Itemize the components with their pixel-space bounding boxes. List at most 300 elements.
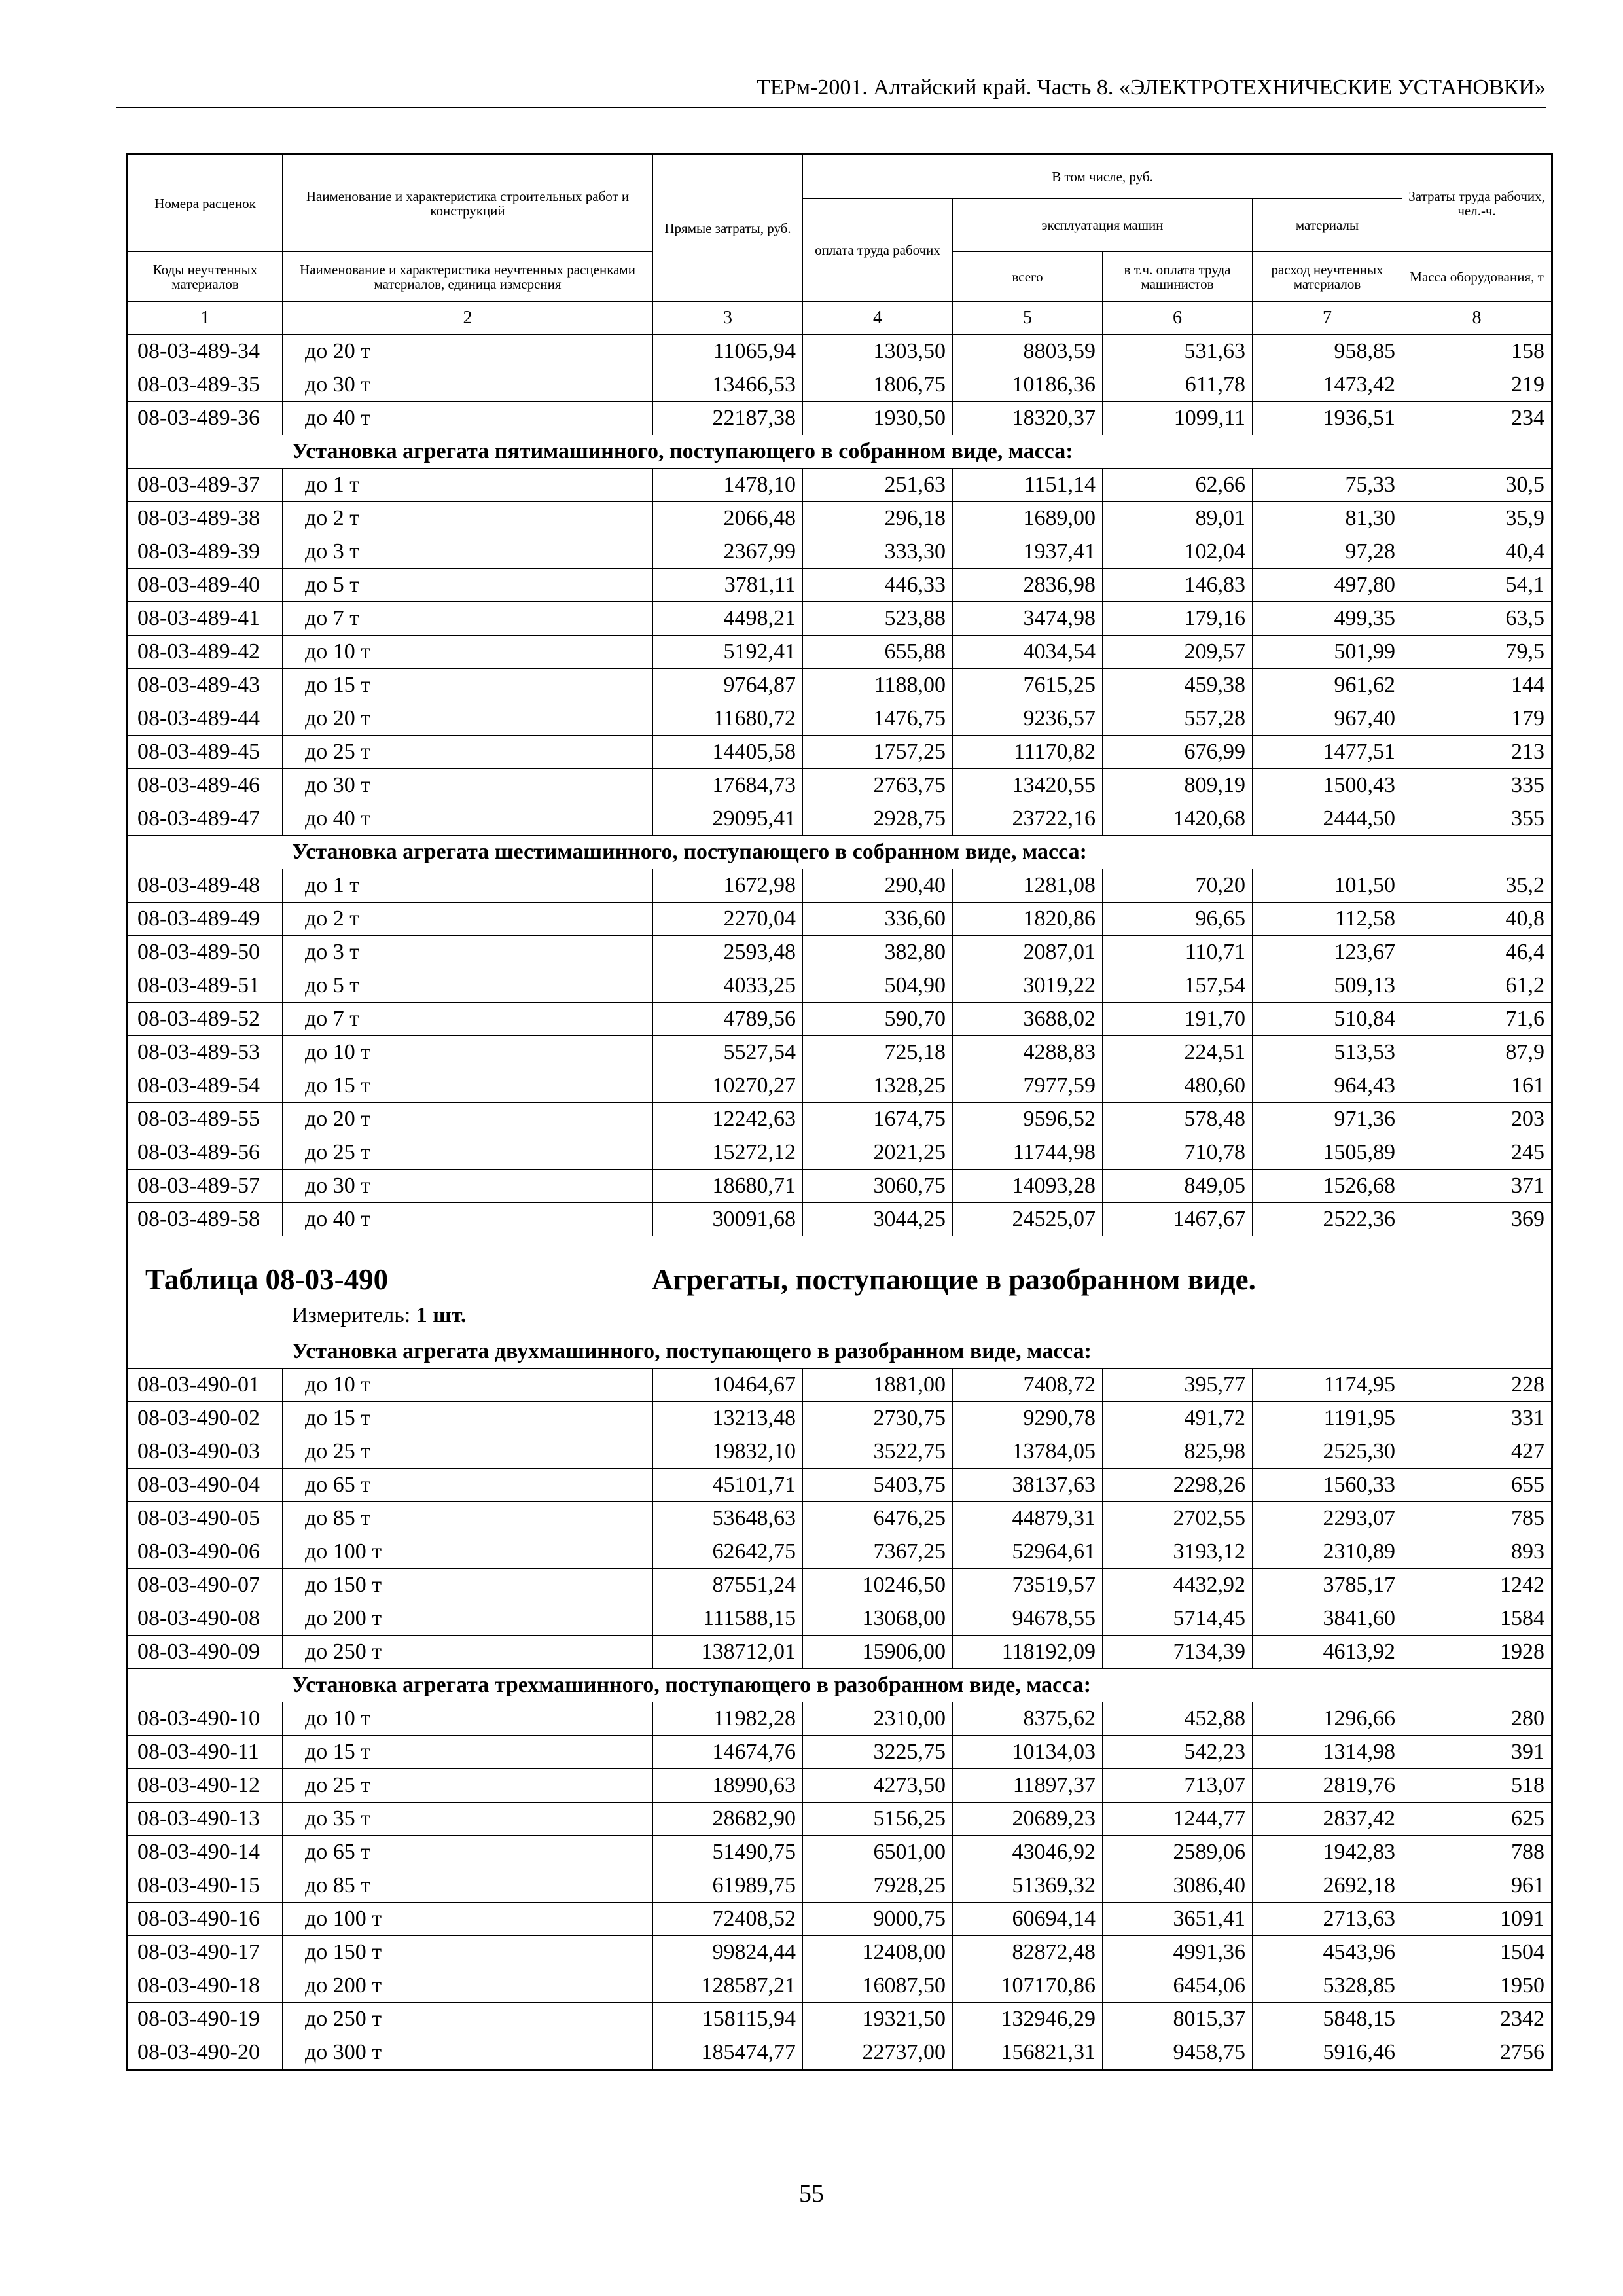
- rate-name-cell: до 150 т: [283, 1569, 653, 1602]
- table-row: [128, 669, 1552, 702]
- rate-name-cell: до 85 т: [283, 1869, 653, 1903]
- value-cell: 5156,25: [803, 1803, 953, 1836]
- value-cell: 13213,48: [653, 1402, 803, 1435]
- table-row: [128, 1903, 1552, 1936]
- value-cell: 331: [1402, 1402, 1552, 1435]
- rate-name-cell: до 15 т: [283, 1736, 653, 1769]
- value-cell: 45101,71: [653, 1469, 803, 1502]
- rate-code-cell: 08-03-489-52: [128, 1003, 283, 1036]
- rate-name-cell: до 3 т: [283, 535, 653, 569]
- value-cell: 23722,16: [953, 802, 1103, 836]
- value-cell: 4034,54: [953, 636, 1103, 669]
- value-cell: 99824,44: [653, 1936, 803, 1969]
- rate-name-cell: до 15 т: [283, 669, 653, 702]
- value-cell: 51369,32: [953, 1869, 1103, 1903]
- value-cell: 2298,26: [1103, 1469, 1253, 1502]
- value-cell: 144: [1402, 669, 1552, 702]
- table-row: [128, 335, 1552, 368]
- value-cell: 10186,36: [953, 368, 1103, 402]
- value-cell: 28682,90: [653, 1803, 803, 1836]
- value-cell: 13466,53: [653, 368, 803, 402]
- value-cell: 5916,46: [1253, 2036, 1402, 2070]
- value-cell: 24525,07: [953, 1203, 1103, 1236]
- value-cell: 501,99: [1253, 636, 1402, 669]
- value-cell: 504,90: [803, 969, 953, 1003]
- value-cell: 3086,40: [1103, 1869, 1253, 1903]
- value-cell: 557,28: [1103, 702, 1253, 736]
- table-row: [128, 1569, 1552, 1602]
- value-cell: 191,70: [1103, 1003, 1253, 1036]
- value-cell: 3651,41: [1103, 1903, 1253, 1936]
- table-title-row: [128, 1236, 1552, 1335]
- value-cell: 2021,25: [803, 1136, 953, 1170]
- section-heading: Установка агрегата трехмашинного, поступающего в разобранном виде, масса:: [128, 1669, 1552, 1702]
- header-equipment-mass: Масса оборудования, т: [1402, 252, 1552, 302]
- header-machinists-pay: в т.ч. оплата труда машинистов: [1103, 252, 1253, 302]
- value-cell: 2836,98: [953, 569, 1103, 602]
- value-cell: 3841,60: [1253, 1602, 1402, 1636]
- value-cell: 10464,67: [653, 1369, 803, 1402]
- value-cell: 2270,04: [653, 903, 803, 936]
- value-cell: 2367,99: [653, 535, 803, 569]
- table-row: [128, 1736, 1552, 1769]
- value-cell: 18680,71: [653, 1170, 803, 1203]
- table-row: [128, 702, 1552, 736]
- value-cell: 146,83: [1103, 569, 1253, 602]
- value-cell: 382,80: [803, 936, 953, 969]
- value-cell: 12408,00: [803, 1936, 953, 1969]
- table-row: [128, 1103, 1552, 1136]
- value-cell: 14405,58: [653, 736, 803, 769]
- table-row: [128, 535, 1552, 569]
- rate-code-cell: 08-03-489-35: [128, 368, 283, 402]
- rate-name-cell: до 10 т: [283, 636, 653, 669]
- rate-code-cell: 08-03-490-20: [128, 2036, 283, 2070]
- rate-name-cell: до 30 т: [283, 368, 653, 402]
- section-row: [128, 836, 1552, 869]
- rate-code-cell: 08-03-490-09: [128, 1636, 283, 1669]
- rate-name-cell: до 5 т: [283, 569, 653, 602]
- value-cell: 132946,29: [953, 2003, 1103, 2036]
- value-cell: 785: [1402, 1502, 1552, 1535]
- column-number: 5: [953, 302, 1103, 335]
- value-cell: 1930,50: [803, 402, 953, 435]
- table-row: [128, 569, 1552, 602]
- rate-code-cell: 08-03-489-48: [128, 869, 283, 903]
- rate-code-cell: 08-03-490-17: [128, 1936, 283, 1969]
- value-cell: 30091,68: [653, 1203, 803, 1236]
- rate-name-cell: до 35 т: [283, 1803, 653, 1836]
- value-cell: 11744,98: [953, 1136, 1103, 1170]
- column-number: 3: [653, 302, 803, 335]
- rate-name-cell: до 30 т: [283, 1170, 653, 1203]
- value-cell: 531,63: [1103, 335, 1253, 368]
- rate-name-cell: до 100 т: [283, 1535, 653, 1569]
- value-cell: 245: [1402, 1136, 1552, 1170]
- value-cell: 958,85: [1253, 335, 1402, 368]
- table-row: [128, 1602, 1552, 1636]
- value-cell: 13784,05: [953, 1435, 1103, 1469]
- value-cell: 427: [1402, 1435, 1552, 1469]
- value-cell: 336,60: [803, 903, 953, 936]
- value-cell: 971,36: [1253, 1103, 1402, 1136]
- value-cell: 1191,95: [1253, 1402, 1402, 1435]
- value-cell: 459,38: [1103, 669, 1253, 702]
- value-cell: 523,88: [803, 602, 953, 636]
- rate-name-cell: до 7 т: [283, 602, 653, 636]
- value-cell: 1806,75: [803, 368, 953, 402]
- value-cell: 128587,21: [653, 1969, 803, 2003]
- value-cell: 2525,30: [1253, 1435, 1402, 1469]
- rate-code-cell: 08-03-490-06: [128, 1535, 283, 1569]
- rate-name-cell: до 5 т: [283, 969, 653, 1003]
- value-cell: 11170,82: [953, 736, 1103, 769]
- value-cell: 1560,33: [1253, 1469, 1402, 1502]
- value-cell: 1500,43: [1253, 769, 1402, 802]
- rate-name-cell: до 2 т: [283, 502, 653, 535]
- rate-code-cell: 08-03-489-54: [128, 1069, 283, 1103]
- value-cell: 118192,09: [953, 1636, 1103, 1669]
- header-machines-total: всего: [953, 252, 1103, 302]
- rate-name-cell: до 250 т: [283, 2003, 653, 2036]
- column-number: 6: [1103, 302, 1253, 335]
- value-cell: 35,2: [1402, 869, 1552, 903]
- rate-name-cell: до 1 т: [283, 869, 653, 903]
- value-cell: 1174,95: [1253, 1369, 1402, 1402]
- value-cell: 30,5: [1402, 469, 1552, 502]
- value-cell: 4033,25: [653, 969, 803, 1003]
- rate-name-cell: до 10 т: [283, 1036, 653, 1069]
- measurement-unit-value: 1 шт.: [416, 1303, 467, 1327]
- value-cell: 625: [1402, 1803, 1552, 1836]
- table-row: [128, 1769, 1552, 1803]
- value-cell: 2593,48: [653, 936, 803, 969]
- rate-code-cell: 08-03-490-12: [128, 1769, 283, 1803]
- value-cell: 3474,98: [953, 602, 1103, 636]
- value-cell: 1473,42: [1253, 368, 1402, 402]
- value-cell: 2819,76: [1253, 1769, 1402, 1803]
- rate-name-cell: до 1 т: [283, 469, 653, 502]
- value-cell: 788: [1402, 1836, 1552, 1869]
- value-cell: 355: [1402, 802, 1552, 836]
- rate-name-cell: до 200 т: [283, 1969, 653, 2003]
- column-numbers-row: [128, 302, 1552, 335]
- column-number: 7: [1253, 302, 1402, 335]
- value-cell: 290,40: [803, 869, 953, 903]
- header-direct-costs: Прямые затраты, руб.: [653, 154, 803, 302]
- value-cell: 7977,59: [953, 1069, 1103, 1103]
- table-row: [128, 2036, 1552, 2070]
- price-table: [126, 153, 1553, 2071]
- value-cell: 213: [1402, 736, 1552, 769]
- value-cell: 446,33: [803, 569, 953, 602]
- value-cell: 8375,62: [953, 1702, 1103, 1736]
- value-cell: 1244,77: [1103, 1803, 1253, 1836]
- value-cell: 961: [1402, 1869, 1552, 1903]
- value-cell: 1478,10: [653, 469, 803, 502]
- value-cell: 16087,50: [803, 1969, 953, 2003]
- value-cell: 4273,50: [803, 1769, 953, 1803]
- rate-name-cell: до 65 т: [283, 1836, 653, 1869]
- value-cell: 11680,72: [653, 702, 803, 736]
- rate-code-cell: 08-03-489-55: [128, 1103, 283, 1136]
- table-row: [128, 869, 1552, 903]
- value-cell: 578,48: [1103, 1103, 1253, 1136]
- value-cell: 54,1: [1402, 569, 1552, 602]
- value-cell: 38137,63: [953, 1469, 1103, 1502]
- value-cell: 395,77: [1103, 1369, 1253, 1402]
- value-cell: 655,88: [803, 636, 953, 669]
- rate-code-cell: 08-03-490-15: [128, 1869, 283, 1903]
- rate-code-cell: 08-03-490-19: [128, 2003, 283, 2036]
- value-cell: 3688,02: [953, 1003, 1103, 1036]
- value-cell: 138712,01: [653, 1636, 803, 1669]
- rate-code-cell: 08-03-490-14: [128, 1836, 283, 1869]
- value-cell: 710,78: [1103, 1136, 1253, 1170]
- column-number: 4: [803, 302, 953, 335]
- table-row: [128, 903, 1552, 936]
- rate-name-cell: до 250 т: [283, 1636, 653, 1669]
- value-cell: 3781,11: [653, 569, 803, 602]
- rate-code-cell: 08-03-490-16: [128, 1903, 283, 1936]
- rate-code-cell: 08-03-490-13: [128, 1803, 283, 1836]
- value-cell: 1303,50: [803, 335, 953, 368]
- value-cell: 1328,25: [803, 1069, 953, 1103]
- value-cell: 1151,14: [953, 469, 1103, 502]
- value-cell: 335: [1402, 769, 1552, 802]
- value-cell: 296,18: [803, 502, 953, 535]
- value-cell: 52964,61: [953, 1535, 1103, 1569]
- section-heading: Установка агрегата двухмашинного, поступающего в разобранном виде, масса:: [128, 1335, 1552, 1369]
- value-cell: 179,16: [1103, 602, 1253, 636]
- rate-name-cell: до 25 т: [283, 1136, 653, 1170]
- rate-name-cell: до 25 т: [283, 736, 653, 769]
- value-cell: 96,65: [1103, 903, 1253, 936]
- rate-name-cell: до 40 т: [283, 1203, 653, 1236]
- value-cell: 14674,76: [653, 1736, 803, 1769]
- value-cell: 480,60: [1103, 1069, 1253, 1103]
- rate-name-cell: до 3 т: [283, 936, 653, 969]
- table-row: [128, 969, 1552, 1003]
- price-table-body: [128, 154, 1552, 2070]
- value-cell: 2522,36: [1253, 1203, 1402, 1236]
- measurement-unit-label: Измеритель:: [292, 1303, 411, 1327]
- rate-name-cell: до 10 т: [283, 1702, 653, 1736]
- header-rate-numbers: Номера расценок: [128, 154, 283, 252]
- value-cell: 391: [1402, 1736, 1552, 1769]
- value-cell: 1928: [1402, 1636, 1552, 1669]
- value-cell: 825,98: [1103, 1435, 1253, 1469]
- value-cell: 849,05: [1103, 1170, 1253, 1203]
- section-row: [128, 435, 1552, 469]
- header-material-codes: Коды неучтенных материалов: [128, 252, 283, 302]
- value-cell: 4789,56: [653, 1003, 803, 1036]
- table-row: [128, 769, 1552, 802]
- value-cell: 1504: [1402, 1936, 1552, 1969]
- value-cell: 1476,75: [803, 702, 953, 736]
- value-cell: 1689,00: [953, 502, 1103, 535]
- value-cell: 101,50: [1253, 869, 1402, 903]
- value-cell: 5527,54: [653, 1036, 803, 1069]
- value-cell: 62,66: [1103, 469, 1253, 502]
- value-cell: 61989,75: [653, 1869, 803, 1903]
- rate-code-cell: 08-03-489-57: [128, 1170, 283, 1203]
- value-cell: 2066,48: [653, 502, 803, 535]
- rate-name-cell: до 40 т: [283, 402, 653, 435]
- rate-name-cell: до 2 т: [283, 903, 653, 936]
- value-cell: 62642,75: [653, 1535, 803, 1569]
- value-cell: 158: [1402, 335, 1552, 368]
- rate-code-cell: 08-03-489-58: [128, 1203, 283, 1236]
- value-cell: 5403,75: [803, 1469, 953, 1502]
- value-cell: 51490,75: [653, 1836, 803, 1869]
- value-cell: 4991,36: [1103, 1936, 1253, 1969]
- value-cell: 5714,45: [1103, 1602, 1253, 1636]
- value-cell: 7367,25: [803, 1535, 953, 1569]
- value-cell: 2702,55: [1103, 1502, 1253, 1535]
- value-cell: 1091: [1402, 1903, 1552, 1936]
- value-cell: 11065,94: [653, 335, 803, 368]
- rate-name-cell: до 30 т: [283, 769, 653, 802]
- section-row: [128, 1669, 1552, 1702]
- rate-name-cell: до 25 т: [283, 1435, 653, 1469]
- rate-name-cell: до 85 т: [283, 1502, 653, 1535]
- value-cell: 46,4: [1402, 936, 1552, 969]
- value-cell: 10270,27: [653, 1069, 803, 1103]
- value-cell: 111588,15: [653, 1602, 803, 1636]
- section-heading: Установка агрегата шестимашинного, поступающего в собранном виде, масса:: [128, 836, 1552, 869]
- value-cell: 2837,42: [1253, 1803, 1402, 1836]
- value-cell: 8803,59: [953, 335, 1103, 368]
- value-cell: 156821,31: [953, 2036, 1103, 2070]
- value-cell: 209,57: [1103, 636, 1253, 669]
- value-cell: 112,58: [1253, 903, 1402, 936]
- table-row: [128, 1936, 1552, 1969]
- value-cell: 280: [1402, 1702, 1552, 1736]
- rate-name-cell: до 20 т: [283, 702, 653, 736]
- table-row: [128, 736, 1552, 769]
- value-cell: 11982,28: [653, 1702, 803, 1736]
- header-materials-group: материалы: [1253, 199, 1402, 252]
- value-cell: 510,84: [1253, 1003, 1402, 1036]
- rate-code-cell: 08-03-489-53: [128, 1036, 283, 1069]
- value-cell: 9596,52: [953, 1103, 1103, 1136]
- page-header: ТЕРм-2001. Алтайский край. Часть 8. «ЭЛЕКТРОТЕХНИЧЕСКИЕ УСТАНОВКИ»: [116, 69, 1546, 108]
- value-cell: 7408,72: [953, 1369, 1103, 1402]
- value-cell: 18320,37: [953, 402, 1103, 435]
- rate-code-cell: 08-03-490-10: [128, 1702, 283, 1736]
- table-row: [128, 1069, 1552, 1103]
- value-cell: 40,4: [1402, 535, 1552, 569]
- value-cell: 6501,00: [803, 1836, 953, 1869]
- rate-code-cell: 08-03-489-40: [128, 569, 283, 602]
- value-cell: 1188,00: [803, 669, 953, 702]
- value-cell: 1674,75: [803, 1103, 953, 1136]
- value-cell: 6454,06: [1103, 1969, 1253, 2003]
- value-cell: 9236,57: [953, 702, 1103, 736]
- value-cell: 371: [1402, 1170, 1552, 1203]
- header-workers-pay: оплата труда рабочих: [803, 199, 953, 302]
- value-cell: 157,54: [1103, 969, 1253, 1003]
- rate-code-cell: 08-03-489-43: [128, 669, 283, 702]
- value-cell: 14093,28: [953, 1170, 1103, 1203]
- value-cell: 12242,63: [653, 1103, 803, 1136]
- column-number: 1: [128, 302, 283, 335]
- value-cell: 81,30: [1253, 502, 1402, 535]
- rate-code-cell: 08-03-489-51: [128, 969, 283, 1003]
- rate-code-cell: 08-03-490-03: [128, 1435, 283, 1469]
- value-cell: 2342: [1402, 2003, 1552, 2036]
- value-cell: 2310,89: [1253, 1535, 1402, 1569]
- rate-code-cell: 08-03-490-04: [128, 1469, 283, 1502]
- value-cell: 1281,08: [953, 869, 1103, 903]
- measurement-unit: [292, 1303, 467, 1328]
- rate-code-cell: 08-03-489-45: [128, 736, 283, 769]
- value-cell: 2087,01: [953, 936, 1103, 969]
- value-cell: 87,9: [1402, 1036, 1552, 1069]
- value-cell: 22187,38: [653, 402, 803, 435]
- value-cell: 4432,92: [1103, 1569, 1253, 1602]
- value-cell: 9458,75: [1103, 2036, 1253, 2070]
- table-row: [128, 1636, 1552, 1669]
- table-row: [128, 802, 1552, 836]
- value-cell: 4613,92: [1253, 1636, 1402, 1669]
- rate-name-cell: до 15 т: [283, 1402, 653, 1435]
- table-row: [128, 1170, 1552, 1203]
- rate-code-cell: 08-03-489-36: [128, 402, 283, 435]
- value-cell: 6476,25: [803, 1502, 953, 1535]
- column-number: 2: [283, 302, 653, 335]
- value-cell: 15272,12: [653, 1136, 803, 1170]
- value-cell: 1467,67: [1103, 1203, 1253, 1236]
- value-cell: 70,20: [1103, 869, 1253, 903]
- header-labor-cost: Затраты труда рабочих, чел.-ч.: [1402, 154, 1552, 252]
- value-cell: 43046,92: [953, 1836, 1103, 1869]
- rate-code-cell: 08-03-489-34: [128, 335, 283, 368]
- value-cell: 158115,94: [653, 2003, 803, 2036]
- value-cell: 72408,52: [653, 1903, 803, 1936]
- value-cell: 3193,12: [1103, 1535, 1253, 1569]
- value-cell: 5192,41: [653, 636, 803, 669]
- value-cell: 1950: [1402, 1969, 1552, 2003]
- rate-code-cell: 08-03-489-42: [128, 636, 283, 669]
- value-cell: 1477,51: [1253, 736, 1402, 769]
- rate-code-cell: 08-03-490-07: [128, 1569, 283, 1602]
- value-cell: 3060,75: [803, 1170, 953, 1203]
- value-cell: 2310,00: [803, 1702, 953, 1736]
- value-cell: 590,70: [803, 1003, 953, 1036]
- table-row: [128, 636, 1552, 669]
- value-cell: 2293,07: [1253, 1502, 1402, 1535]
- table-row: [128, 1136, 1552, 1170]
- value-cell: 10246,50: [803, 1569, 953, 1602]
- section-row: [128, 1335, 1552, 1369]
- value-cell: 333,30: [803, 535, 953, 569]
- value-cell: 234: [1402, 402, 1552, 435]
- value-cell: 1420,68: [1103, 802, 1253, 836]
- value-cell: 10134,03: [953, 1736, 1103, 1769]
- value-cell: 809,19: [1103, 769, 1253, 802]
- value-cell: 655: [1402, 1469, 1552, 1502]
- value-cell: 961,62: [1253, 669, 1402, 702]
- value-cell: 53648,63: [653, 1502, 803, 1535]
- rate-code-cell: 08-03-489-50: [128, 936, 283, 969]
- value-cell: 161: [1402, 1069, 1552, 1103]
- rate-code-cell: 08-03-490-18: [128, 1969, 283, 2003]
- rate-code-cell: 08-03-490-11: [128, 1736, 283, 1769]
- table-row: [128, 1869, 1552, 1903]
- value-cell: 1296,66: [1253, 1702, 1402, 1736]
